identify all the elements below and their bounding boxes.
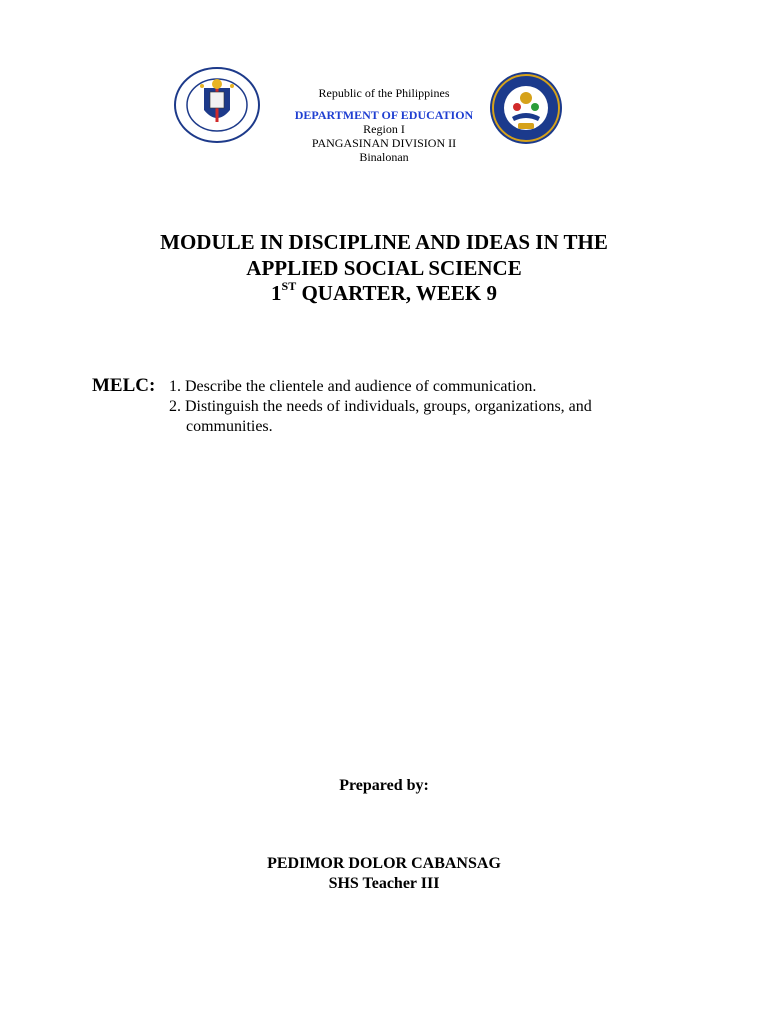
author-role: SHS Teacher III <box>328 875 440 892</box>
department-line: DEPARTMENT OF EDUCATION <box>294 108 474 122</box>
melc-item-2: 2. Distinguish the needs of individuals, groups, organizations, and <box>169 398 592 415</box>
deped-seal-logo <box>174 66 260 144</box>
author-name: PEDIMOR DOLOR CABANSAG <box>267 855 501 872</box>
module-title-quarter <box>80 281 688 306</box>
prepared-by-label: Prepared by: <box>339 777 429 794</box>
melc-item-1: 1. Describe the clientele and audience of communication. <box>169 378 537 395</box>
division-seal-logo <box>488 71 564 145</box>
melc-item-2-continued: communities. <box>186 418 273 435</box>
republic-line: Republic of the Philippines <box>318 86 450 100</box>
melc-label: MELC: <box>92 375 156 396</box>
town-line: Binalonan <box>359 150 409 164</box>
module-title-line-1: MODULE IN DISCIPLINE AND IDEAS IN THE <box>160 230 608 254</box>
quarter-ordinal: ST <box>281 279 297 293</box>
division-line: PANGASINAN DIVISION II <box>311 136 457 150</box>
region-line: Region I <box>363 122 405 136</box>
quarter-week: QUARTER, WEEK 9 <box>296 281 497 305</box>
quarter-number: 1 <box>271 281 282 305</box>
module-title-line-2: APPLIED SOCIAL SCIENCE <box>246 256 522 280</box>
